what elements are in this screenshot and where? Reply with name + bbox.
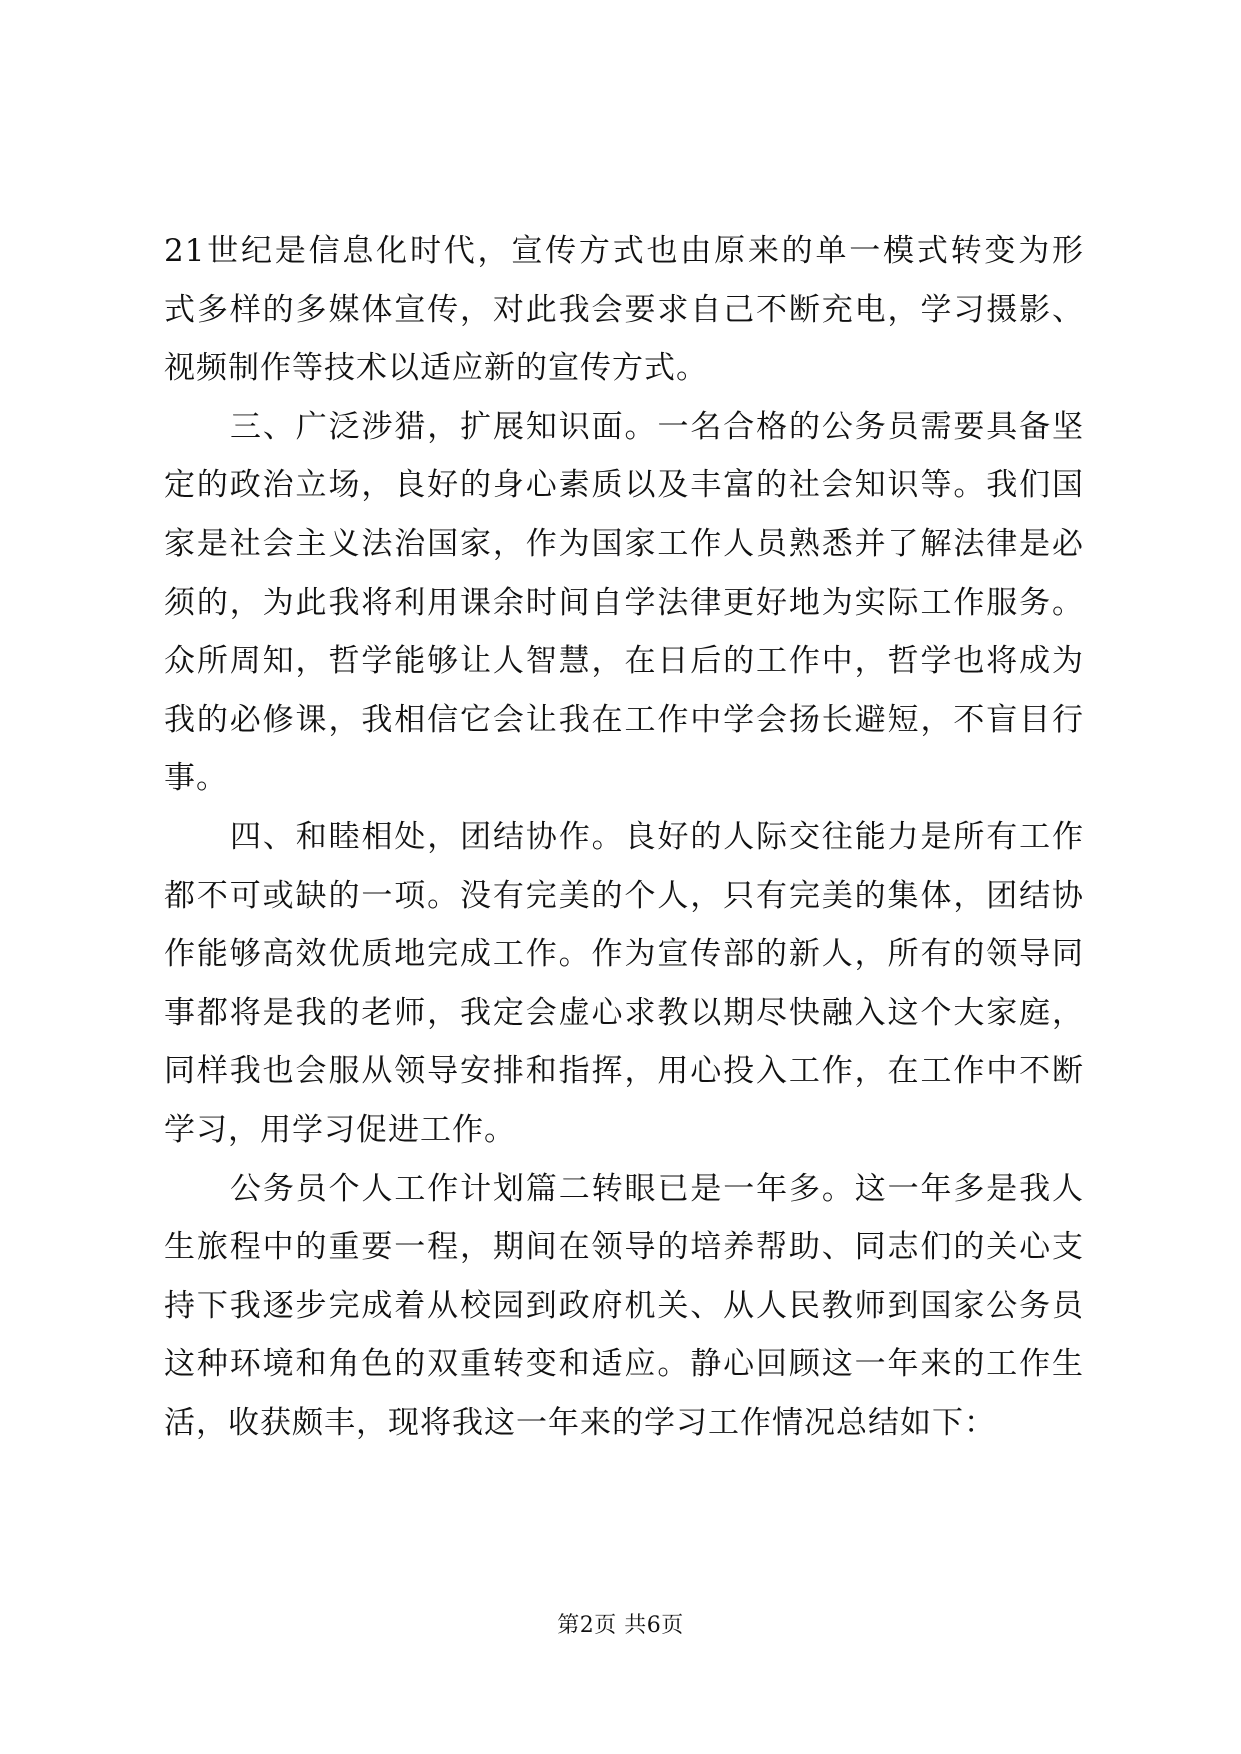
paragraph-line: 生旅程中的重要一程，期间在领导的培养帮助、同志们的关心支 (164, 1229, 1084, 1266)
paragraph-line: 作能够高效优质地完成工作。作为宣传部的新人，所有的领导同 (164, 936, 1084, 973)
paragraph-line: 四、和睦相处，团结协作。良好的人际交往能力是所有工作 (230, 818, 1084, 855)
paragraph-line: 事。 (164, 760, 228, 797)
paragraph-line: 21世纪是信息化时代，宣传方式也由原来的单一模式转变为形 (164, 233, 1084, 269)
paragraph-line: 公务员个人工作计划篇二转眼已是一年多。这一年多是我人 (230, 1170, 1084, 1207)
paragraph-line: 同样我也会服从领导安排和指挥，用心投入工作，在工作中不断 (164, 1053, 1084, 1090)
paragraph-line: 活，收获颇丰，现将我这一年来的学习工作情况总结如下： (164, 1404, 996, 1441)
paragraph-line: 式多样的多媒体宣传，对此我会要求自己不断充电，学习摄影、 (164, 291, 1084, 328)
paragraph-line: 众所周知，哲学能够让人智慧，在日后的工作中，哲学也将成为 (164, 643, 1084, 680)
paragraph-line: 家是社会主义法治国家，作为国家工作人员熟悉并了解法律是必 (164, 525, 1084, 562)
paragraph-line: 持下我逐步完成着从校园到政府机关、从人民教师到国家公务员 (164, 1287, 1084, 1324)
paragraph-line: 都不可或缺的一项。没有完美的个人，只有完美的集体，团结协 (164, 877, 1084, 914)
paragraph-line: 事都将是我的老师，我定会虚心求教以期尽快融入这个大家庭， (164, 994, 1084, 1031)
body-text (164, 222, 1084, 1452)
paragraph-line: 定的政治立场，良好的身心素质以及丰富的社会知识等。我们国 (164, 467, 1084, 504)
page-number-footer: 第2页 共6页 (557, 1613, 684, 1638)
paragraph-line: 三、广泛涉猎，扩展知识面。一名合格的公务员需要具备坚 (230, 408, 1084, 445)
paragraph-line: 视频制作等技术以适应新的宣传方式。 (164, 350, 708, 387)
paragraph-line: 学习，用学习促进工作。 (164, 1111, 516, 1148)
paragraph-line: 须的，为此我将利用课余时间自学法律更好地为实际工作服务。 (164, 584, 1084, 621)
paragraph-line: 这种环境和角色的双重转变和适应。静心回顾这一年来的工作生 (164, 1346, 1084, 1383)
paragraph-line: 我的必修课，我相信它会让我在工作中学会扬长避短，不盲目行 (164, 701, 1084, 738)
